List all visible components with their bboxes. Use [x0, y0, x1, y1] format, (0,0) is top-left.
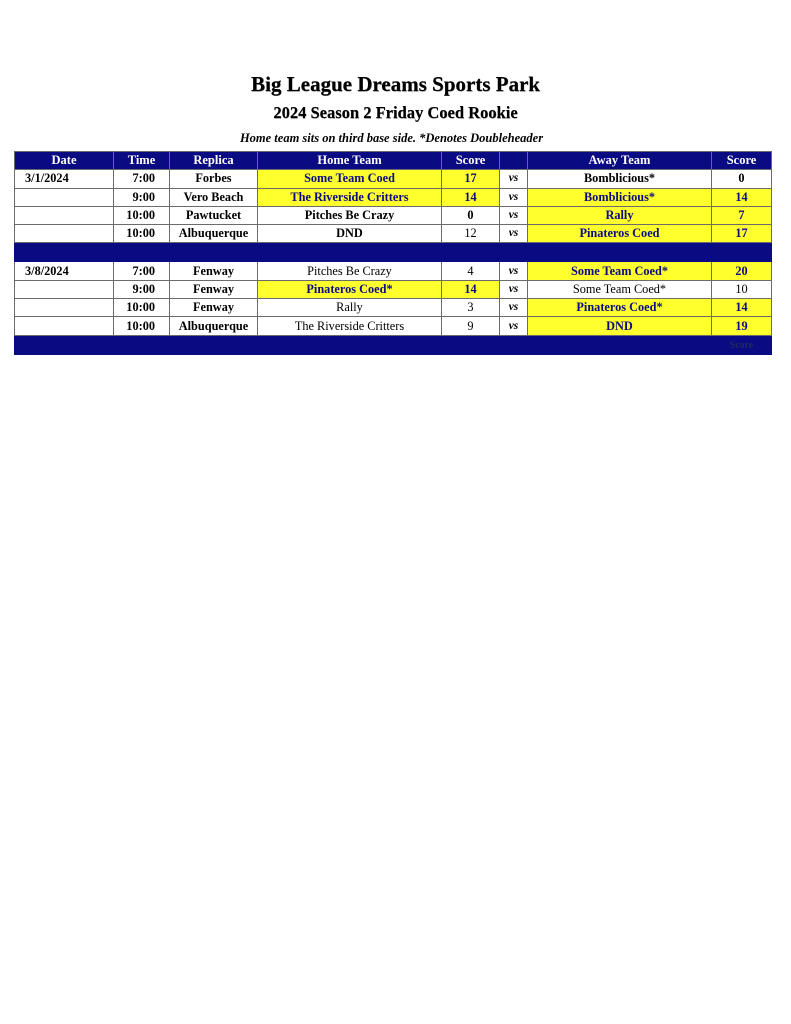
game-date [15, 317, 114, 335]
table-row [15, 280, 772, 298]
away-score: 20 [712, 262, 772, 280]
away-score: 17 [712, 225, 772, 243]
home-team: Rally [258, 299, 442, 317]
game-date [15, 188, 114, 206]
away-team: Bomblicious* [528, 188, 712, 206]
game-date [15, 299, 114, 317]
away-team: Rally [528, 206, 712, 224]
vs-label: vs [500, 317, 528, 335]
home-score: 14 [442, 188, 500, 206]
home-score: 3 [442, 299, 500, 317]
game-replica: Albuquerque [170, 225, 258, 243]
game-time: 10:00 [114, 206, 170, 224]
footer-row [15, 335, 772, 354]
vs-label: vs [500, 299, 528, 317]
game-time: 10:00 [114, 225, 170, 243]
home-score: 12 [442, 225, 500, 243]
game-time: 10:00 [114, 299, 170, 317]
footer-score-label: Score [712, 335, 772, 354]
column-header-away-team: Away Team [528, 152, 712, 170]
game-replica: Fenway [170, 262, 258, 280]
away-team: Some Team Coed* [528, 262, 712, 280]
game-date [15, 206, 114, 224]
table-row [15, 317, 772, 335]
vs-label: vs [500, 225, 528, 243]
vs-label: vs [500, 188, 528, 206]
column-header-date: Date [15, 152, 114, 170]
vs-label: vs [500, 206, 528, 224]
home-score: 9 [442, 317, 500, 335]
home-score: 17 [442, 170, 500, 188]
column-header-home-team: Home Team [258, 152, 442, 170]
home-score: 14 [442, 280, 500, 298]
away-score: 7 [712, 206, 772, 224]
table-header-row [15, 152, 772, 170]
table-row [15, 262, 772, 280]
away-team: Some Team Coed* [528, 280, 712, 298]
game-replica: Fenway [170, 280, 258, 298]
game-replica: Fenway [170, 299, 258, 317]
game-date [15, 280, 114, 298]
game-replica: Pawtucket [170, 206, 258, 224]
away-score: 10 [712, 280, 772, 298]
home-team: Pitches Be Crazy [258, 262, 442, 280]
schedule-note: Home team sits on third base side. *Denotes Doubleheader [239, 131, 544, 145]
away-score: 19 [712, 317, 772, 335]
away-score: 14 [712, 188, 772, 206]
schedule-table [14, 151, 772, 355]
away-team: Pinateros Coed [528, 225, 712, 243]
column-header-time: Time [114, 152, 170, 170]
home-team: Pitches Be Crazy [258, 206, 442, 224]
away-team: DND [528, 317, 712, 335]
home-team: The Riverside Critters [258, 188, 442, 206]
column-header-replica: Replica [170, 152, 258, 170]
vs-label: vs [500, 280, 528, 298]
away-score: 14 [712, 299, 772, 317]
game-time: 10:00 [114, 317, 170, 335]
home-team: Some Team Coed [258, 170, 442, 188]
game-time: 9:00 [114, 188, 170, 206]
home-team: DND [258, 225, 442, 243]
page-subtitle: 2024 Season 2 Friday Coed Rookie [273, 103, 518, 122]
game-replica: Forbes [170, 170, 258, 188]
away-team: Bomblicious* [528, 170, 712, 188]
game-replica: Albuquerque [170, 317, 258, 335]
week-separator [15, 243, 772, 262]
table-row [15, 225, 772, 243]
table-row [15, 299, 772, 317]
table-row [15, 170, 772, 188]
game-time: 7:00 [114, 262, 170, 280]
game-time: 9:00 [114, 280, 170, 298]
game-time: 7:00 [114, 170, 170, 188]
table-row [15, 188, 772, 206]
game-date: 3/1/2024 [15, 170, 114, 188]
home-score: 4 [442, 262, 500, 280]
column-header-home-score: Score [442, 152, 500, 170]
game-replica: Vero Beach [170, 188, 258, 206]
away-score: 0 [712, 170, 772, 188]
home-team: Pinateros Coed* [258, 280, 442, 298]
page-title: Big League Dreams Sports Park [251, 72, 540, 96]
column-header-vs [500, 152, 528, 170]
home-team: The Riverside Critters [258, 317, 442, 335]
game-date: 3/8/2024 [15, 262, 114, 280]
column-header-away-score: Score [712, 152, 772, 170]
vs-label: vs [500, 170, 528, 188]
table-row [15, 206, 772, 224]
away-team: Pinateros Coed* [528, 299, 712, 317]
game-date [15, 225, 114, 243]
home-score: 0 [442, 206, 500, 224]
vs-label: vs [500, 262, 528, 280]
